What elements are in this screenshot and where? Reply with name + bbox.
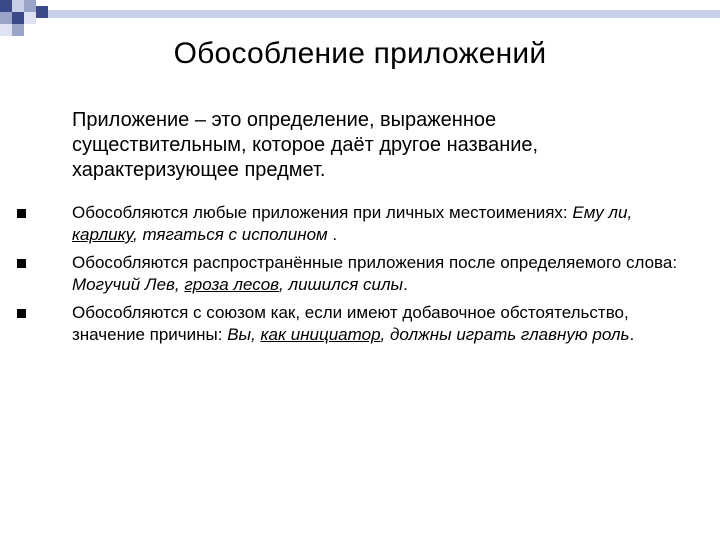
example-text: лишился силы xyxy=(288,275,404,294)
example-text: Ему ли xyxy=(572,203,628,222)
sentence-end: . xyxy=(403,275,408,294)
sentence-end: . xyxy=(629,325,635,344)
bullet-item xyxy=(0,252,720,296)
definition-text: Приложение – это определение, выраженное существительным, которое даёт другое название, характеризующее предмет. xyxy=(72,109,539,181)
rule-text: Обособляются любые приложения при личных местоимениях: xyxy=(72,203,573,222)
example-appositive: карлику xyxy=(72,225,133,244)
separator: , xyxy=(174,275,185,294)
bullet-item xyxy=(0,202,720,246)
bullet-text xyxy=(72,302,692,346)
sentence-end: . xyxy=(327,225,338,244)
rule-text: Обособляются распространённые приложения после определяемого слова: xyxy=(72,253,678,272)
example-text: Могучий Лев xyxy=(72,275,175,294)
bullet-item xyxy=(0,302,720,346)
example-appositive: гроза лесов xyxy=(184,275,280,294)
square-bullet-icon xyxy=(17,259,26,268)
square-bullet-icon xyxy=(17,309,26,318)
square-bullet-icon xyxy=(17,209,26,218)
separator: , xyxy=(251,325,261,344)
separator: , xyxy=(380,325,390,344)
example-text: Вы xyxy=(227,325,252,344)
separator: , xyxy=(627,203,633,222)
slide-title: Обособление приложений xyxy=(173,37,547,70)
separator: , xyxy=(279,275,289,294)
bullet-list xyxy=(0,202,720,346)
separator: , xyxy=(133,225,143,244)
example-appositive: как инициатор xyxy=(260,325,381,344)
bullet-text xyxy=(72,202,692,246)
example-text: тягаться с исполином xyxy=(142,225,328,244)
example-text: должны играть главную роль xyxy=(389,325,630,344)
bullet-text xyxy=(72,252,692,296)
corner-decoration xyxy=(0,0,720,40)
rule-text: Обособляются с союзом как, если имеют добавочное обстоятельство, значение причины: xyxy=(72,303,629,344)
